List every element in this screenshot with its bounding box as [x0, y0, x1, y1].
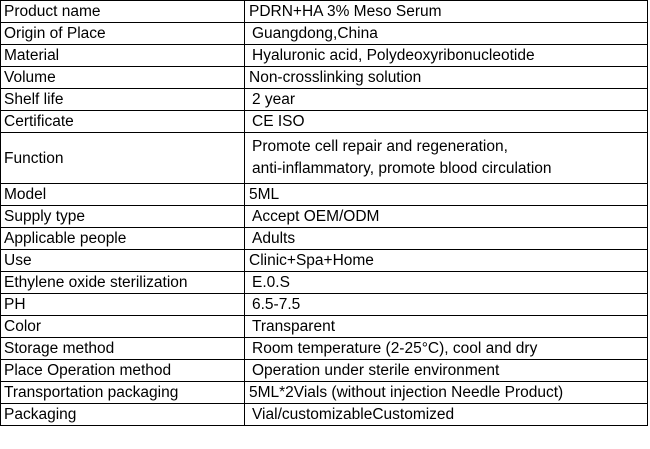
row-value-product-name: PDRN+HA 3% Meso Serum — [245, 1, 648, 23]
table-row — [1, 250, 648, 272]
table-row — [1, 338, 648, 360]
row-value-material: Hyaluronic acid, Polydeoxyribonucleotide — [245, 45, 648, 67]
row-label-color: Color — [1, 316, 245, 338]
table-row — [1, 360, 648, 382]
row-label-certificate: Certificate — [1, 111, 245, 133]
row-value-use: Clinic+Spa+Home — [245, 250, 648, 272]
row-value-applicable-people: Adults — [245, 228, 648, 250]
row-value-color: Transparent — [245, 316, 648, 338]
row-value-storage-method: Room temperature (2-25°C), cool and dry — [245, 338, 648, 360]
row-value-supply-type: Accept OEM/ODM — [245, 206, 648, 228]
table-row — [1, 184, 648, 206]
row-value-ethylene-oxide-sterilization: E.0.S — [245, 272, 648, 294]
row-value-transportation-packaging: 5ML*2Vials (without injection Needle Product) — [245, 382, 648, 404]
row-value-certificate: CE ISO — [245, 111, 648, 133]
function-line-2: anti-inflammatory, promote blood circulation — [252, 160, 552, 177]
table-row — [1, 404, 648, 426]
function-line-1: Promote cell repair and regeneration, — [252, 138, 508, 155]
table-row — [1, 272, 648, 294]
row-value-place-operation-method: Operation under sterile environment — [245, 360, 648, 382]
row-label-storage-method: Storage method — [1, 338, 245, 360]
row-label-volume: Volume — [1, 67, 245, 89]
row-label-product-name: Product name — [1, 1, 245, 23]
row-label-material: Material — [1, 45, 245, 67]
row-value-origin-of-place: Guangdong,China — [245, 23, 648, 45]
row-value-packaging: Vial/customizableCustomized — [245, 404, 648, 426]
row-value-function — [245, 133, 648, 184]
table-row — [1, 206, 648, 228]
row-label-ethylene-oxide-sterilization: Ethylene oxide sterilization — [1, 272, 245, 294]
row-value-volume: Non-crosslinking solution — [245, 67, 648, 89]
table-row — [1, 316, 648, 338]
table-row — [1, 228, 648, 250]
table-row — [1, 45, 648, 67]
table-row — [1, 382, 648, 404]
spec-table-body — [1, 1, 648, 426]
row-label-applicable-people: Applicable people — [1, 228, 245, 250]
row-label-packaging: Packaging — [1, 404, 245, 426]
row-label-place-operation-method: Place Operation method — [1, 360, 245, 382]
row-label-use: Use — [1, 250, 245, 272]
table-row — [1, 294, 648, 316]
row-label-shelf-life: Shelf life — [1, 89, 245, 111]
row-label-function: Function — [1, 133, 245, 184]
row-label-supply-type: Supply type — [1, 206, 245, 228]
table-row — [1, 23, 648, 45]
table-row — [1, 1, 648, 23]
table-row — [1, 133, 648, 184]
table-row — [1, 111, 648, 133]
row-label-transportation-packaging: Transportation packaging — [1, 382, 245, 404]
row-label-model: Model — [1, 184, 245, 206]
row-label-ph: PH — [1, 294, 245, 316]
row-label-origin-of-place: Origin of Place — [1, 23, 245, 45]
row-value-shelf-life: 2 year — [245, 89, 648, 111]
table-row — [1, 89, 648, 111]
table-row — [1, 67, 648, 89]
row-value-ph: 6.5-7.5 — [245, 294, 648, 316]
row-value-model: 5ML — [245, 184, 648, 206]
